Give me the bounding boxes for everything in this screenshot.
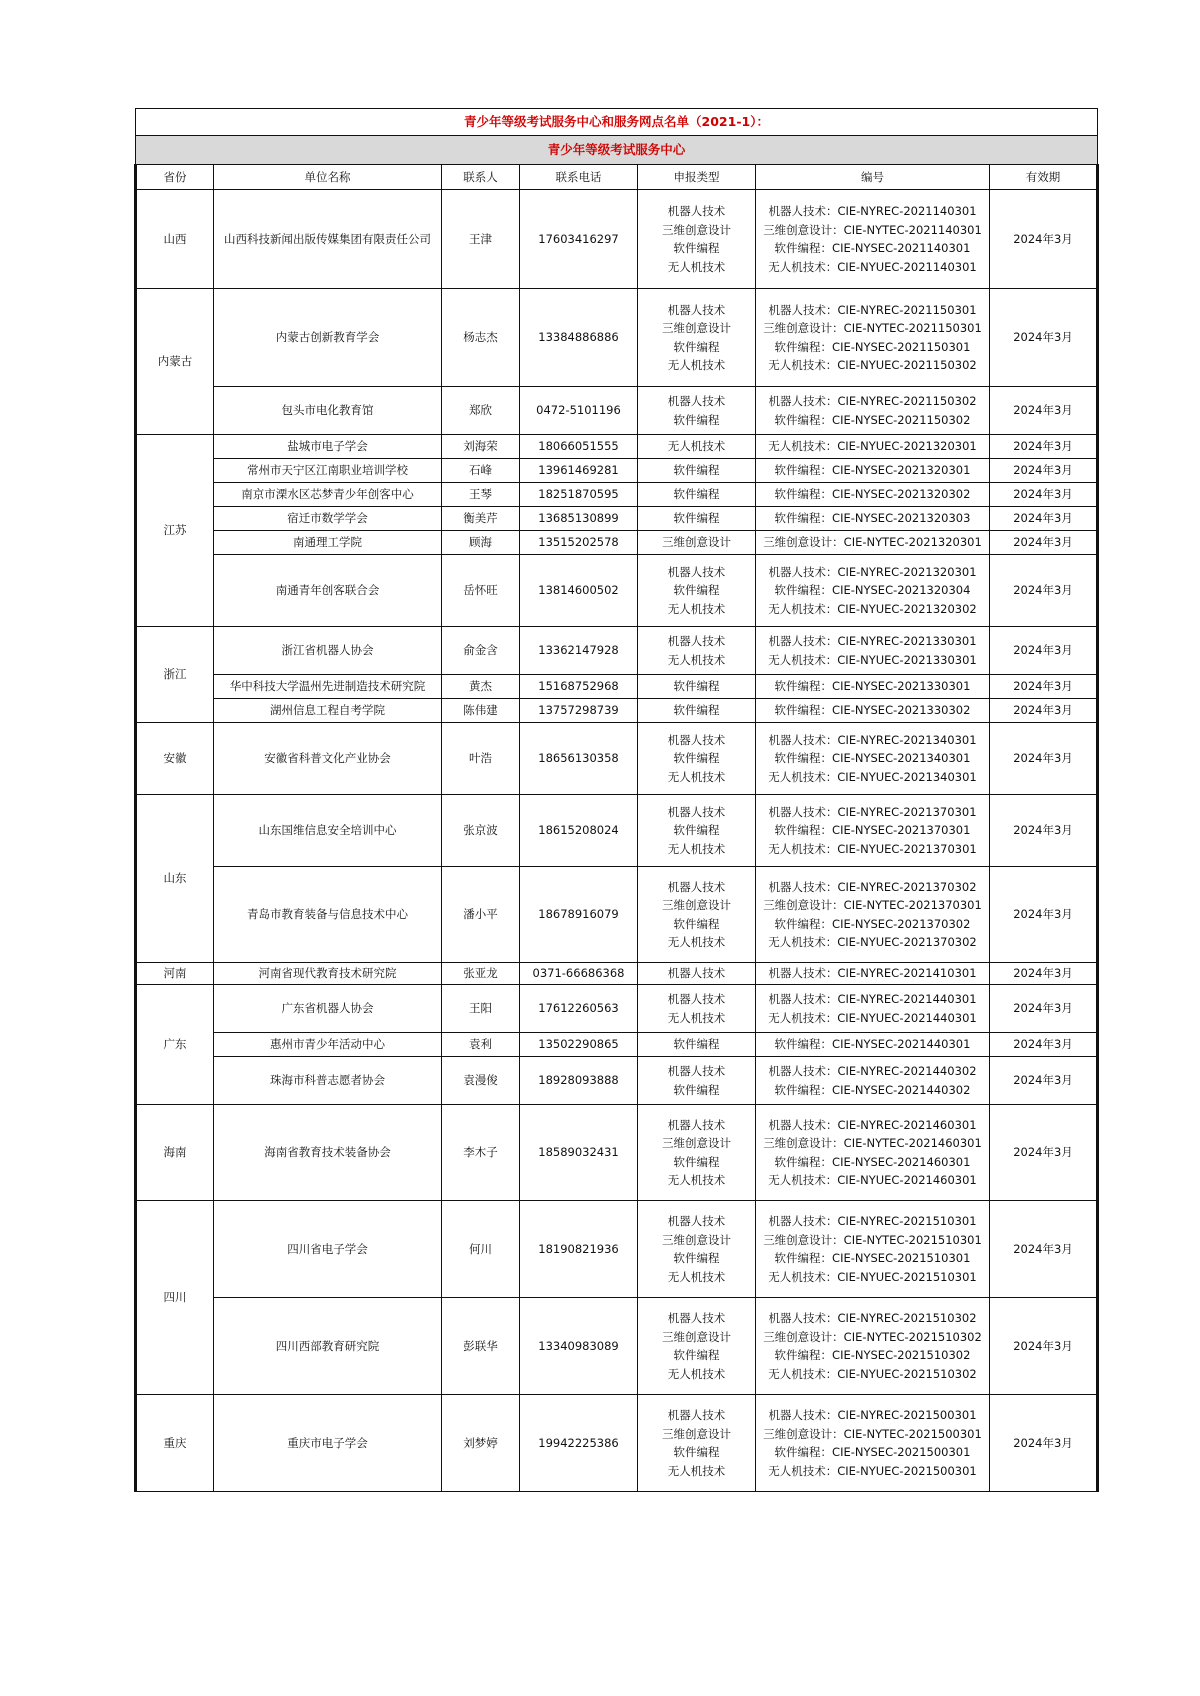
header-validity: 有效期 bbox=[990, 165, 1098, 190]
application-type-cell: 机器人技术 软件编程 无人机技术 bbox=[638, 555, 756, 627]
unit-name-cell: 南京市溧水区芯梦青少年创客中心 bbox=[214, 483, 442, 507]
phone-cell: 18656130358 bbox=[520, 723, 638, 795]
validity-cell: 2024年3月 bbox=[990, 435, 1098, 459]
contact-cell: 潘小平 bbox=[442, 867, 520, 963]
phone-cell: 18928093888 bbox=[520, 1057, 638, 1105]
province-cell: 内蒙古 bbox=[136, 289, 214, 435]
table-row bbox=[136, 483, 1098, 507]
province-cell: 山东 bbox=[136, 795, 214, 963]
application-type-cell: 机器人技术 软件编程 bbox=[638, 387, 756, 435]
table-row bbox=[136, 699, 1098, 723]
code-cell: 机器人技术：CIE-NYREC-2021410301 bbox=[756, 963, 990, 985]
application-type-cell: 机器人技术 三维创意设计 软件编程 无人机技术 bbox=[638, 867, 756, 963]
code-cell: 机器人技术：CIE-NYREC-2021340301 软件编程：CIE-NYSEC-2021340301 无人机技术：CIE-NYUEC-2021340301 bbox=[756, 723, 990, 795]
unit-name-cell: 重庆市电子学会 bbox=[214, 1395, 442, 1492]
contact-cell: 刘梦婷 bbox=[442, 1395, 520, 1492]
application-type-cell: 机器人技术 软件编程 无人机技术 bbox=[638, 723, 756, 795]
unit-name-cell: 包头市电化教育馆 bbox=[214, 387, 442, 435]
validity-cell: 2024年3月 bbox=[990, 795, 1098, 867]
service-center-table bbox=[134, 108, 1099, 1492]
table-row bbox=[136, 675, 1098, 699]
table-row bbox=[136, 387, 1098, 435]
contact-cell: 王阳 bbox=[442, 985, 520, 1033]
header-code: 编号 bbox=[756, 165, 990, 190]
phone-cell: 19942225386 bbox=[520, 1395, 638, 1492]
code-cell: 机器人技术：CIE-NYREC-2021510301 三维创意设计：CIE-NYTEC-2021510301 软件编程：CIE-NYSEC-2021510301 无人机技术：CIE-NYUEC-2021510301 bbox=[756, 1201, 990, 1298]
unit-name-cell: 南通青年创客联合会 bbox=[214, 555, 442, 627]
table-row bbox=[136, 985, 1098, 1033]
contact-cell: 李木子 bbox=[442, 1105, 520, 1201]
unit-name-cell: 常州市天宁区江南职业培训学校 bbox=[214, 459, 442, 483]
unit-name-cell: 山西科技新闻出版传媒集团有限责任公司 bbox=[214, 190, 442, 289]
validity-cell: 2024年3月 bbox=[990, 190, 1098, 289]
code-cell: 软件编程：CIE-NYSEC-2021320303 bbox=[756, 507, 990, 531]
validity-cell: 2024年3月 bbox=[990, 507, 1098, 531]
code-cell: 机器人技术：CIE-NYREC-2021500301 三维创意设计：CIE-NYTEC-2021500301 软件编程：CIE-NYSEC-2021500301 无人机技术：CIE-NYUEC-2021500301 bbox=[756, 1395, 990, 1492]
validity-cell: 2024年3月 bbox=[990, 483, 1098, 507]
validity-cell: 2024年3月 bbox=[990, 1033, 1098, 1057]
contact-cell: 顾海 bbox=[442, 531, 520, 555]
table-row bbox=[136, 289, 1098, 387]
header-phone: 联系电话 bbox=[520, 165, 638, 190]
code-cell: 三维创意设计：CIE-NYTEC-2021320301 bbox=[756, 531, 990, 555]
validity-cell: 2024年3月 bbox=[990, 387, 1098, 435]
province-cell: 浙江 bbox=[136, 627, 214, 723]
phone-cell: 18190821936 bbox=[520, 1201, 638, 1298]
code-cell: 机器人技术：CIE-NYREC-2021370302 三维创意设计：CIE-NYTEC-2021370301 软件编程：CIE-NYSEC-2021370302 无人机技术：CIE-NYUEC-2021370302 bbox=[756, 867, 990, 963]
province-cell: 河南 bbox=[136, 963, 214, 985]
application-type-cell: 软件编程 bbox=[638, 675, 756, 699]
validity-cell: 2024年3月 bbox=[990, 699, 1098, 723]
application-type-cell: 软件编程 bbox=[638, 699, 756, 723]
validity-cell: 2024年3月 bbox=[990, 723, 1098, 795]
unit-name-cell: 宿迁市数学学会 bbox=[214, 507, 442, 531]
application-type-cell: 软件编程 bbox=[638, 507, 756, 531]
phone-cell: 18251870595 bbox=[520, 483, 638, 507]
subtitle-row bbox=[136, 136, 1098, 165]
phone-cell: 18615208024 bbox=[520, 795, 638, 867]
unit-name-cell: 珠海市科普志愿者协会 bbox=[214, 1057, 442, 1105]
contact-cell: 张亚龙 bbox=[442, 963, 520, 985]
code-cell: 软件编程：CIE-NYSEC-2021330302 bbox=[756, 699, 990, 723]
phone-cell: 13502290865 bbox=[520, 1033, 638, 1057]
header-contact: 联系人 bbox=[442, 165, 520, 190]
table-row bbox=[136, 1033, 1098, 1057]
province-cell: 海南 bbox=[136, 1105, 214, 1201]
unit-name-cell: 盐城市电子学会 bbox=[214, 435, 442, 459]
contact-cell: 张京波 bbox=[442, 795, 520, 867]
phone-cell: 13814600502 bbox=[520, 555, 638, 627]
unit-name-cell: 安徽省科普文化产业协会 bbox=[214, 723, 442, 795]
application-type-cell: 机器人技术 bbox=[638, 963, 756, 985]
phone-cell: 18589032431 bbox=[520, 1105, 638, 1201]
application-type-cell: 无人机技术 bbox=[638, 435, 756, 459]
contact-cell: 杨志杰 bbox=[442, 289, 520, 387]
validity-cell: 2024年3月 bbox=[990, 1105, 1098, 1201]
code-cell: 软件编程：CIE-NYSEC-2021440301 bbox=[756, 1033, 990, 1057]
code-cell: 机器人技术：CIE-NYREC-2021440302 软件编程：CIE-NYSEC-2021440302 bbox=[756, 1057, 990, 1105]
contact-cell: 郑欣 bbox=[442, 387, 520, 435]
validity-cell: 2024年3月 bbox=[990, 867, 1098, 963]
validity-cell: 2024年3月 bbox=[990, 985, 1098, 1033]
unit-name-cell: 河南省现代教育技术研究院 bbox=[214, 963, 442, 985]
code-cell: 机器人技术：CIE-NYREC-2021510302 三维创意设计：CIE-NYTEC-2021510302 软件编程：CIE-NYSEC-2021510302 无人机技术：CIE-NYUEC-2021510302 bbox=[756, 1298, 990, 1395]
phone-cell: 13384886886 bbox=[520, 289, 638, 387]
application-type-cell: 软件编程 bbox=[638, 1033, 756, 1057]
unit-name-cell: 内蒙古创新教育学会 bbox=[214, 289, 442, 387]
contact-cell: 王琴 bbox=[442, 483, 520, 507]
contact-cell: 彭联华 bbox=[442, 1298, 520, 1395]
unit-name-cell: 四川省电子学会 bbox=[214, 1201, 442, 1298]
title-row bbox=[136, 109, 1098, 136]
page-title: 青少年等级考试服务中心和服务网点名单（2021-1）： bbox=[136, 109, 1098, 136]
province-cell: 广东 bbox=[136, 985, 214, 1105]
table-row bbox=[136, 1201, 1098, 1298]
validity-cell: 2024年3月 bbox=[990, 459, 1098, 483]
phone-cell: 17612260563 bbox=[520, 985, 638, 1033]
code-cell: 机器人技术：CIE-NYREC-2021150302 软件编程：CIE-NYSEC-2021150302 bbox=[756, 387, 990, 435]
validity-cell: 2024年3月 bbox=[990, 289, 1098, 387]
application-type-cell: 机器人技术 软件编程 bbox=[638, 1057, 756, 1105]
contact-cell: 刘海荣 bbox=[442, 435, 520, 459]
contact-cell: 黄杰 bbox=[442, 675, 520, 699]
table-row bbox=[136, 435, 1098, 459]
phone-cell: 13757298739 bbox=[520, 699, 638, 723]
table-row bbox=[136, 1105, 1098, 1201]
application-type-cell: 软件编程 bbox=[638, 483, 756, 507]
unit-name-cell: 惠州市青少年活动中心 bbox=[214, 1033, 442, 1057]
header-unit-name: 单位名称 bbox=[214, 165, 442, 190]
application-type-cell: 软件编程 bbox=[638, 459, 756, 483]
validity-cell: 2024年3月 bbox=[990, 627, 1098, 675]
application-type-cell: 机器人技术 三维创意设计 软件编程 无人机技术 bbox=[638, 1298, 756, 1395]
validity-cell: 2024年3月 bbox=[990, 963, 1098, 985]
code-cell: 机器人技术：CIE-NYREC-2021440301 无人机技术：CIE-NYUEC-2021440301 bbox=[756, 985, 990, 1033]
code-cell: 软件编程：CIE-NYSEC-2021320302 bbox=[756, 483, 990, 507]
code-cell: 机器人技术：CIE-NYREC-2021140301 三维创意设计：CIE-NYTEC-2021140301 软件编程：CIE-NYSEC-2021140301 无人机技术：CIE-NYUEC-2021140301 bbox=[756, 190, 990, 289]
contact-cell: 岳怀旺 bbox=[442, 555, 520, 627]
application-type-cell: 机器人技术 无人机技术 bbox=[638, 627, 756, 675]
code-cell: 机器人技术：CIE-NYREC-2021330301 无人机技术：CIE-NYUEC-2021330301 bbox=[756, 627, 990, 675]
validity-cell: 2024年3月 bbox=[990, 1201, 1098, 1298]
table-row bbox=[136, 1057, 1098, 1105]
province-cell: 安徽 bbox=[136, 723, 214, 795]
phone-cell: 13961469281 bbox=[520, 459, 638, 483]
header-application-type: 申报类型 bbox=[638, 165, 756, 190]
unit-name-cell: 青岛市教育装备与信息技术中心 bbox=[214, 867, 442, 963]
table-row bbox=[136, 1298, 1098, 1395]
application-type-cell: 机器人技术 三维创意设计 软件编程 无人机技术 bbox=[638, 1105, 756, 1201]
application-type-cell: 机器人技术 无人机技术 bbox=[638, 985, 756, 1033]
application-type-cell: 机器人技术 三维创意设计 软件编程 无人机技术 bbox=[638, 1395, 756, 1492]
code-cell: 机器人技术：CIE-NYREC-2021150301 三维创意设计：CIE-NYTEC-2021150301 软件编程：CIE-NYSEC-2021150301 无人机技术：CIE-NYUEC-2021150302 bbox=[756, 289, 990, 387]
table-row bbox=[136, 190, 1098, 289]
validity-cell: 2024年3月 bbox=[990, 555, 1098, 627]
unit-name-cell: 湖州信息工程自考学院 bbox=[214, 699, 442, 723]
code-cell: 软件编程：CIE-NYSEC-2021320301 bbox=[756, 459, 990, 483]
code-cell: 无人机技术：CIE-NYUEC-2021320301 bbox=[756, 435, 990, 459]
unit-name-cell: 海南省教育技术装备协会 bbox=[214, 1105, 442, 1201]
contact-cell: 俞金含 bbox=[442, 627, 520, 675]
code-cell: 机器人技术：CIE-NYREC-2021460301 三维创意设计：CIE-NYTEC-2021460301 软件编程：CIE-NYSEC-2021460301 无人机技术：CIE-NYUEC-2021460301 bbox=[756, 1105, 990, 1201]
table-row bbox=[136, 555, 1098, 627]
contact-cell: 王津 bbox=[442, 190, 520, 289]
phone-cell: 13515202578 bbox=[520, 531, 638, 555]
header-province: 省份 bbox=[136, 165, 214, 190]
table-row bbox=[136, 795, 1098, 867]
validity-cell: 2024年3月 bbox=[990, 1298, 1098, 1395]
contact-cell: 袁漫俊 bbox=[442, 1057, 520, 1105]
table-row bbox=[136, 507, 1098, 531]
contact-cell: 何川 bbox=[442, 1201, 520, 1298]
unit-name-cell: 山东国维信息安全培训中心 bbox=[214, 795, 442, 867]
phone-cell: 13685130899 bbox=[520, 507, 638, 531]
phone-cell: 15168752968 bbox=[520, 675, 638, 699]
phone-cell: 0472-5101196 bbox=[520, 387, 638, 435]
phone-cell: 13340983089 bbox=[520, 1298, 638, 1395]
validity-cell: 2024年3月 bbox=[990, 675, 1098, 699]
table-row bbox=[136, 531, 1098, 555]
unit-name-cell: 南通理工学院 bbox=[214, 531, 442, 555]
contact-cell: 袁利 bbox=[442, 1033, 520, 1057]
province-cell: 四川 bbox=[136, 1201, 214, 1395]
code-cell: 软件编程：CIE-NYSEC-2021330301 bbox=[756, 675, 990, 699]
province-cell: 江苏 bbox=[136, 435, 214, 627]
phone-cell: 13362147928 bbox=[520, 627, 638, 675]
phone-cell: 18066051555 bbox=[520, 435, 638, 459]
application-type-cell: 机器人技术 软件编程 无人机技术 bbox=[638, 795, 756, 867]
code-cell: 机器人技术：CIE-NYREC-2021370301 软件编程：CIE-NYSEC-2021370301 无人机技术：CIE-NYUEC-2021370301 bbox=[756, 795, 990, 867]
contact-cell: 衡美芹 bbox=[442, 507, 520, 531]
validity-cell: 2024年3月 bbox=[990, 1057, 1098, 1105]
phone-cell: 0371-66686368 bbox=[520, 963, 638, 985]
phone-cell: 17603416297 bbox=[520, 190, 638, 289]
unit-name-cell: 广东省机器人协会 bbox=[214, 985, 442, 1033]
contact-cell: 陈伟建 bbox=[442, 699, 520, 723]
province-cell: 山西 bbox=[136, 190, 214, 289]
application-type-cell: 机器人技术 三维创意设计 软件编程 无人机技术 bbox=[638, 289, 756, 387]
table-row bbox=[136, 459, 1098, 483]
header-row bbox=[136, 165, 1098, 190]
unit-name-cell: 华中科技大学温州先进制造技术研究院 bbox=[214, 675, 442, 699]
application-type-cell: 机器人技术 三维创意设计 软件编程 无人机技术 bbox=[638, 190, 756, 289]
table-row bbox=[136, 627, 1098, 675]
contact-cell: 叶浩 bbox=[442, 723, 520, 795]
phone-cell: 18678916079 bbox=[520, 867, 638, 963]
application-type-cell: 三维创意设计 bbox=[638, 531, 756, 555]
validity-cell: 2024年3月 bbox=[990, 531, 1098, 555]
application-type-cell: 机器人技术 三维创意设计 软件编程 无人机技术 bbox=[638, 1201, 756, 1298]
section-title: 青少年等级考试服务中心 bbox=[136, 136, 1098, 165]
unit-name-cell: 四川西部教育研究院 bbox=[214, 1298, 442, 1395]
unit-name-cell: 浙江省机器人协会 bbox=[214, 627, 442, 675]
code-cell: 机器人技术：CIE-NYREC-2021320301 软件编程：CIE-NYSEC-2021320304 无人机技术：CIE-NYUEC-2021320302 bbox=[756, 555, 990, 627]
table-row bbox=[136, 867, 1098, 963]
table-row bbox=[136, 723, 1098, 795]
table-row bbox=[136, 1395, 1098, 1492]
province-cell: 重庆 bbox=[136, 1395, 214, 1492]
validity-cell: 2024年3月 bbox=[990, 1395, 1098, 1492]
contact-cell: 石峰 bbox=[442, 459, 520, 483]
table-row bbox=[136, 963, 1098, 985]
